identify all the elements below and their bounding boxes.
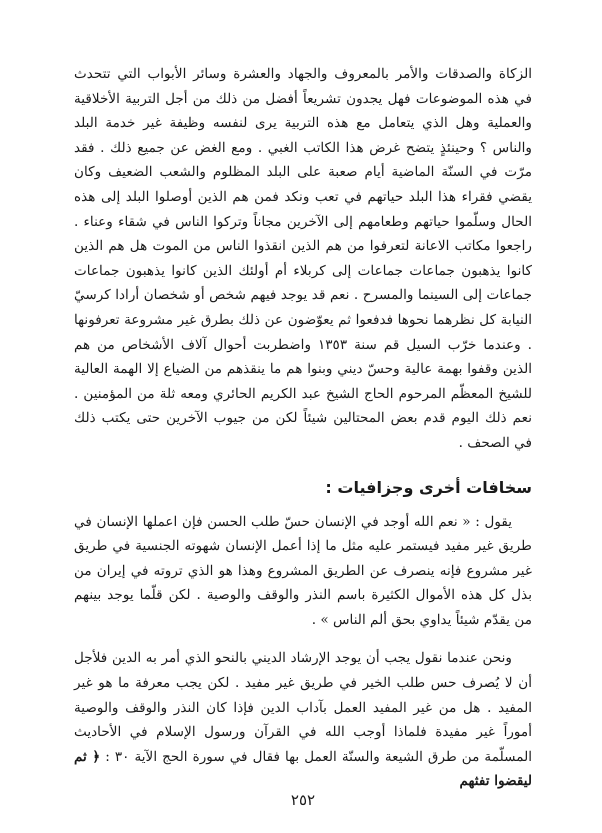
body-paragraph: الزكاة والصدقات والأمر بالمعروف والجهاد والعشرة وسائر الأبواب التي تتحدث في هذه الموضوعات فهل يجدون تشريعاً أفضل من ذلك من أجل التربية الأخلاقية والعملية وهل الذي يتعامل مع هذه التربية يرى لنفسه وظيفة غير خدمة البلد والناس ؟ وحينئذٍ يتضح غرض هذا الكاتب الغبي . ومع الغض عن جميع ذلك . فقد مرّت في السنّة الماضية أيام صعبة على البلد المظلوم والشعب الضعيف وكان يقضي فقراء هذا البلد حياتهم في تعب ونكد فمن هم الذين أوصلوا البلد إلى هذه الحال وسلّموا حياتهم وطعامهم إلى الآخرين مجاناً وتركوا الناس في شقاء وعناء . راجعوا مكاتب الاعانة لتعرفوا من هم الذين انقذوا الناس من الموت هل هم الذين كانوا يذهبون جماعات جماعات إلى كربلاء أم أولئك الذين كانوا يذهبون جماعات جماعات إلى السينما والمسرح . نعم قد يوجد فيهم شخص أو شخصان أرادا كرسيّ النيابة كل نظرهما نحوها فدفعوا ثم يعوّضون عن ذلك بطرق غير مشروعة تعرفونها . وعندما خرّب السيل قم سنة ١٣٥٣ واضطربت أحوال آلاف الأشخاص من هم الذين وقفوا بهمة عالية وحسّ ديني وبنوا هم ما ينقذهم من الضياع إلا الهمة العالية للشيخ المعظّم المرحوم الحاج الشيخ عبد الكريم الحائري ومعه ثلة من المؤمنين . نعم ذلك اليوم قدم بعض المحتالين شيئاً لكن من جيوب الآخرين حتى يكتب ذلك في الصحف . bbox=[74, 66, 532, 451]
page-number: ٢٥٢ bbox=[290, 791, 316, 809]
section-heading: سخافات أخرى وجزافيات : bbox=[325, 477, 532, 497]
quran-verse-start: ﴿ ثم ليقضوا تفثهم bbox=[74, 748, 532, 790]
answer-paragraph bbox=[74, 646, 532, 794]
answer-paragraph-text: ونحن عندما نقول يجب أن يوجد الإرشاد الديني بالنحو الذي أمر به الدين فلأجل أن لا يُصرف حس طلب الخير في طريق غير مفيد . لكن يجب معرفة ما هو غير المفيد . هل من غير المفيد العمل بآداب الدين فإذا كان النذر والوقف والوصية أموراً غير مفيدة فلماذا أوجب الله في القرآن ورسول الإسلام في الأحاديث المسلّمة من طرق الشيعة والسنّة العمل بها فقال في سورة الحج الآية ٣٠ : bbox=[74, 650, 532, 765]
document-page bbox=[74, 62, 532, 832]
quote-paragraph: يقول : « نعم الله أوجد في الإنسان حسّ طلب الحسن فإن اعملها الإنسان في طريق غير مفيد فيستمر عليه مثل ما إذا أعمل الإنسان شهوته الجنسية في طريق غير مشروع فإنه ينصرف عن الطريق المشروع وهذا هو الذي تروته في إيران من بذل كل هذه الأموال الكثيرة باسم النذر والوقف والوصية . لكن قلّما يوجد بينهم من يقدّم شيئاً يداوي بحق ألم الناس » . bbox=[74, 513, 532, 628]
